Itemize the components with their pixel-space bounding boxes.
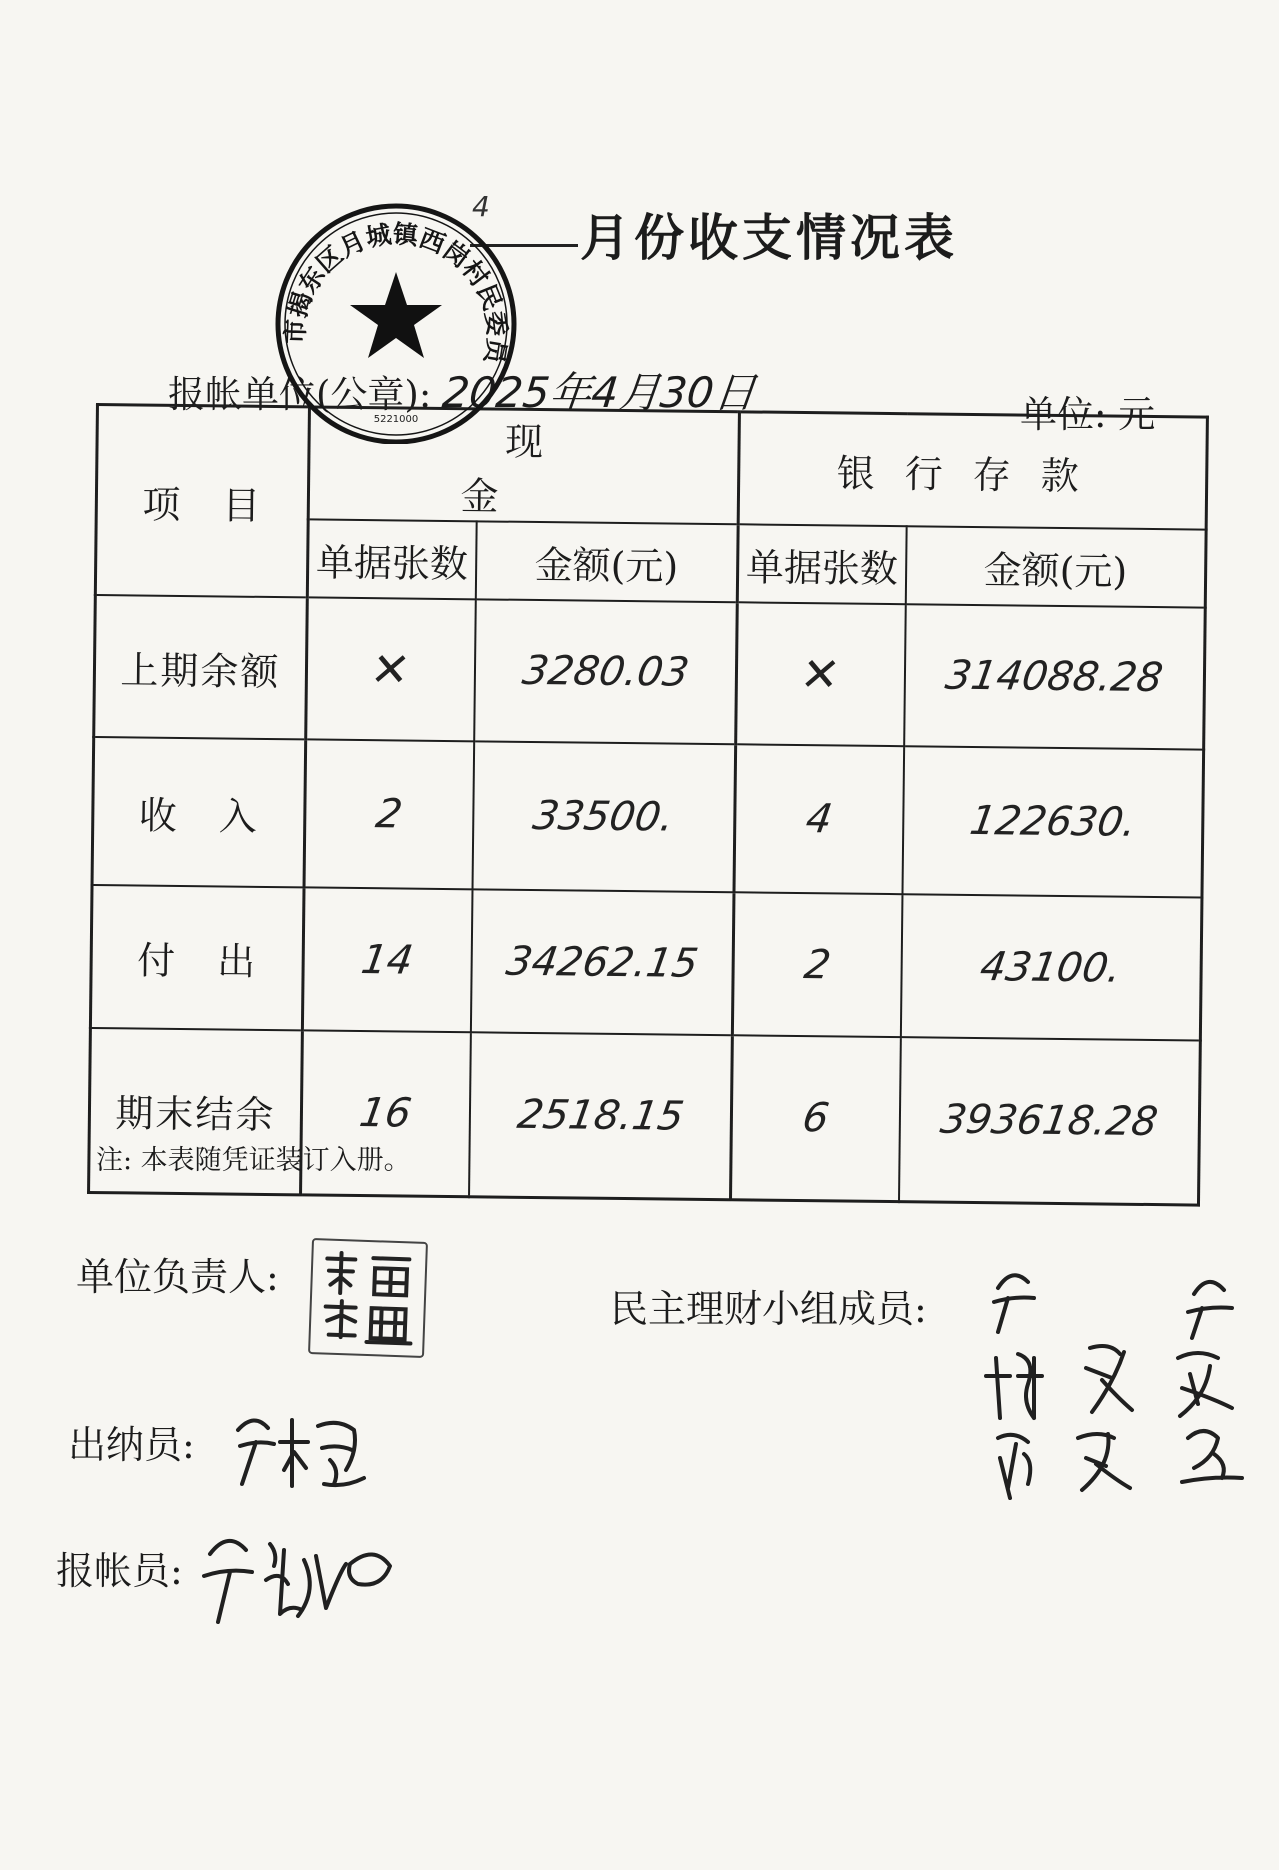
cash-header: 现 金 xyxy=(308,407,739,524)
bank-count-cell: 6 xyxy=(731,1035,901,1201)
bank-count-cell: ✕ xyxy=(736,602,906,746)
seal-ring-text: 市揭东区月城镇西岗村民委员 xyxy=(280,219,512,366)
cash-amount-cell: 2518.15 xyxy=(469,1032,733,1199)
official-seal xyxy=(266,194,526,444)
bank-count-cell: 4 xyxy=(734,744,904,894)
unit-head-seal xyxy=(308,1238,428,1358)
header-date: 2025年4月30日 xyxy=(440,368,759,417)
bank-amount-cell: 314088.28 xyxy=(904,604,1206,749)
finance-group-signatures xyxy=(978,1258,1278,1502)
unit-head-label: 单位负责人: xyxy=(76,1255,279,1299)
document-title: 月份收支情况表 xyxy=(580,209,958,267)
bank-amount-cell: 43100. xyxy=(900,894,1202,1040)
bank-count-header: 单据张数 xyxy=(737,524,906,604)
cash-count-cell: 2 xyxy=(304,739,474,889)
cash-amount-cell: 34262.15 xyxy=(470,889,734,1035)
cashier-signature xyxy=(232,1400,382,1504)
cash-amount-header: 金额(元) xyxy=(475,521,738,602)
reporter-signature xyxy=(200,1520,410,1634)
cash-amount-cell: 33500. xyxy=(472,741,736,892)
title-month: 4 xyxy=(472,190,490,223)
table-row xyxy=(92,737,1204,898)
item-header: 项 目 xyxy=(95,405,309,598)
row-label: 付 出 xyxy=(90,885,304,1030)
table-row xyxy=(89,1028,1201,1205)
seal-number: 5221000 xyxy=(373,414,419,425)
cash-count-cell: 14 xyxy=(302,887,472,1032)
table-row xyxy=(94,595,1206,750)
header-unit-label: 报帐单位(公章): xyxy=(168,373,432,416)
row-label: 收 入 xyxy=(92,737,306,887)
bank-header: 银行存款 xyxy=(738,412,1207,530)
bank-count-cell: 2 xyxy=(732,892,902,1037)
row-label: 上期余额 xyxy=(94,595,308,739)
bank-amount-header: 金额(元) xyxy=(905,526,1206,607)
finance-group-label: 民主理财小组成员: xyxy=(610,1287,927,1331)
header-currency: 单位: 元 xyxy=(1020,393,1156,436)
cash-amount-cell: 3280.03 xyxy=(474,599,738,744)
bank-amount-cell: 393618.28 xyxy=(899,1037,1201,1204)
table-note: 注: 本表随凭证装订入册。 xyxy=(96,1145,411,1176)
cashier-label: 出纳员: xyxy=(68,1423,195,1467)
balance-table xyxy=(88,403,1206,1161)
table-row xyxy=(90,885,1202,1041)
cash-count-cell: 16 xyxy=(301,1030,471,1196)
cash-count-header: 单据张数 xyxy=(307,519,476,599)
row-label: 期末结余 xyxy=(89,1028,303,1194)
bank-amount-cell: 122630. xyxy=(902,746,1204,897)
cash-count-cell: ✕ xyxy=(306,597,476,741)
reporter-label: 报帐员: xyxy=(56,1549,183,1593)
